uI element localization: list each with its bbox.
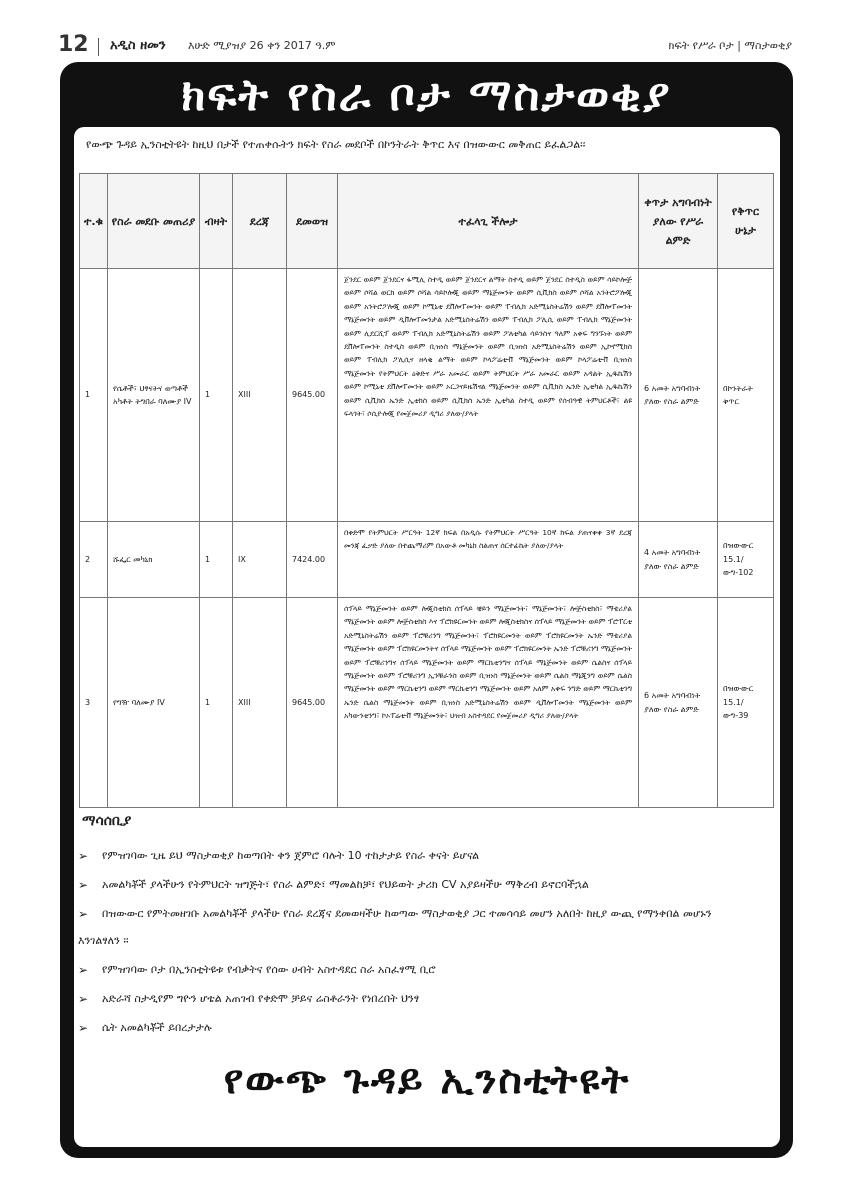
arrow-bullet-icon: ➢	[78, 878, 89, 892]
cell-grade: XIII	[233, 269, 287, 522]
cell-count: 1	[200, 269, 233, 522]
paper-name: አዲስ ዘመን	[110, 38, 166, 53]
cell-grade: IX	[233, 522, 287, 598]
col-header-experience: ቀጥታ አግባብነት ያለው የሥራ ልምድ	[639, 174, 718, 269]
col-header-count: ብዛት	[200, 174, 233, 269]
notes-title: ማሳሰቢያ	[82, 813, 132, 829]
arrow-bullet-icon: ➢	[78, 963, 89, 977]
cell-employment: በዝውውር 15.1/ውግ-102	[718, 522, 774, 598]
note-text: አድራሻ ስታዲየም ግዮን ሆቴል አጠገብ የቀድሞ ቻይና ሬስቶራንት የነበረበት ህንፃ	[102, 992, 420, 1005]
list-item	[78, 906, 768, 949]
arrow-bullet-icon: ➢	[78, 907, 89, 921]
cell-title: የሴቶች፣ ህፃናትና ወጣቶች አካቶት ትግበራ ባለሙያ IV	[108, 269, 200, 522]
section-label: ክፍት የሥራ ቦታ | ማስታወቂያ	[668, 39, 792, 52]
cell-no: 3	[80, 598, 108, 808]
cell-requirement: ሰፕላይ ማኔጅመንት ወይም ሎጂስቲክስ ሰፕላይ ቼይን ማኔጅመንት፣ ማኔጅመንት፣ ሎጅስቲክስ፣ ማቴሪያል ማኔጅመንት ወይም ሎጅስቲክስ እና ፕሮክዩርመንት ወይም ሎጂስቲክስና ሰፕላይ ማኔጅመንት ወይም ፕሮፐርቲ አድሚኒስትሬሽን ወይም ፕሮቹሪንግ ማኔጅመንት፣ ፕሮክዩርመንት ወይም ፕሮክዩርመንት ኤንድ ማቴሪያል ማኔጅመንት ወይም ፕሮክዩርመንትና ሰፕላይ ማኔጅመንት ወይም ፕሮክዩርመንት ኤንድ ፕሮቹሪንግ ማኔጅመንት ወይም ፕሮቹሪንግና ሰፕላይ ማኔጅመንት ወይም ማርኬቲንግና ሰፕላይ ማኔጅመንት ወይም ሴልስና ሰፕላይ ማኔጅመንት ወይም ፕሮቹሪንግ ኢንቹራንስ ወይም ቢዝነስ ማኔጅመንት ወይም ሴልስ ማኔጂንግ ወይም ሴልስ ማኔጅመንት ወይም ማርኬቲንግ ወይም ማርኬቲንግ ማኔጅመንት ወይም አለም አቀፍ ንግድ ወይም ማርኬቲንግ ኤንድ ሴልስ ማኔጅመንት ወይም ቢዝነስ አድሚኒስትሬሽን ወይም ዲቨሎፐመንት ማኔጅመንት ወይም አካውንቲንግ፣ ኮኦፐሬቲቭ ማኔጅመንት፣ ህዝብ አስተዳደር የመጀመሪያ ዲግሪ ያለው/ያላት	[338, 598, 639, 808]
issue-date: እሁድ ሚያዝያ 26 ቀን 2017 ዓ.ም	[188, 39, 336, 52]
cell-salary: 9645.00	[287, 269, 338, 522]
col-header-requirement: ተፈላጊ ችሎታ	[338, 174, 639, 269]
col-header-salary: ደመወዝ	[287, 174, 338, 269]
list-item	[78, 962, 768, 978]
list-item	[78, 877, 768, 893]
list-item	[78, 848, 768, 864]
table-row	[80, 598, 774, 808]
intro-text: የውጭ ጉዳይ ኢንስቲትዩት ከዚህ በታች የተጠቀሱትን ክፍት የስራ መደቦች በኮንትራት ቅጥር እና በዝውውር መቅጠር ይፈልጋል፡፡	[86, 138, 586, 151]
cell-employment: በኮንትራት ቅጥር	[718, 269, 774, 522]
cell-experience: 4 አመት አግባብነት ያለው የስራ ልምድ	[639, 522, 718, 598]
note-text: ሴት አመልካቾች ይበረታታሉ	[102, 1021, 212, 1034]
cell-title: የግዥ ባለሙያ IV	[108, 598, 200, 808]
page-number: 12	[58, 32, 89, 57]
cell-count: 1	[200, 598, 233, 808]
table-row	[80, 269, 774, 522]
cell-requirement: በቀድሞ የትምህርት ሥርዓት 12ኛ ክፍል በአዲሱ የትምህርት ሥርዓት 10ኛ ክፍል ያጠናቀቀ 3ኛ ደረጃ መንጃ ፈቃድ ያለው በተጨማሪም በአውቶ መካኒክ ስልጠና ሰርተፊኬት ያለው/ያላት	[338, 522, 639, 598]
ad-title: ክፍት የስራ ቦታ ማስታወቂያ	[181, 70, 672, 121]
note-text: አመልካቾች ያላችሁን የትምህርት ዝግጅት፣ የስራ ልምድ፣ ማመልከቻ፣ የህይወት ታሪክ CV አያይዛችሁ ማቅረብ ይኖርባችኋል	[102, 878, 589, 891]
cell-experience: 6 አመት አግባብነት ያለው የስራ ልምድ	[639, 269, 718, 522]
cell-employment: በዝውውር 15.1/ውግ-39	[718, 598, 774, 808]
cell-grade: XIII	[233, 598, 287, 808]
list-item	[78, 991, 768, 1007]
cell-no: 2	[80, 522, 108, 598]
cell-count: 1	[200, 522, 233, 598]
note-text: የምዝገባው ጊዜ ይህ ማስታወቂያ ከወጣበት ቀን ጀምሮ ባሉት 10 ተከታታይ የስራ ቀናት ይሆናል	[102, 849, 480, 862]
note-text: የምዝገባው ቦታ በኢንስቲትዩቱ የብቃትና የሰው ሀብት አስተዳደር ስራ አስፈፃሚ ቢሮ	[102, 963, 436, 976]
arrow-bullet-icon: ➢	[78, 992, 89, 1006]
cell-requirement: ጀንደር ወይም ጀንደርና ፋሚሊ ስተዲ ወይም ጀንደርና ልማት ስተዲ ወይም ጀንደር ስተዲስ ወይም ሳይኮሎጅ ወይም ሶሻል ወርክ ወይም ሶሻል ሳይኮሎጂ ወይም ማኔጅመንት ወይም ሲቪክስ ወይም ሶሻል አንትሮፖሎጂ ወይም አንትሮፖሎጂ ወይም ኮሚኒቲ ደቨሎፐመንት ወይም ፐብሊክ አድሚኒስትሬሽን ወይም ደቨሎፐመንት ማኔጅመንት ወይም ዲቨሎፐመንታል አድሚኒስትሬሽን ወይም ፐብሊክ ፖሊሲ ወይም ፐብሊክ ማኔጅመንት ወይም ሊደርሺፕ ወይም ፐብሊክ አድሚኒስትሬሽን ወይም ፖለቲካል ሳይንስና ዓለም አቀፍ ግንኙነት ወይም ደቨሎፐመንት ስተዲስ ወይም ቢዝነስ ማኔጅመንት ወይም ቢዝነስ አድሚኒስትሬሽን ወይም ኢኮኖሚክስ ወይም ፐብሊክ ፖሊሲና ዘላቂ ልማት ወይም ኮላፖሬቲቭ ማኔጅመንት ወይም ኮላፖሬቲቭ ቢዝነስ ማኔጅመንት የትምህርት ዕቅድና ሥራ አመራር ወይም ትምህርት ሥራ አመራር ወይም አዳልት ኢዱኬሽን ወይም ኮሚኒቲ ደቨሎፐመንት ወይም ኦርጋናይዜሽናል ማኔጅመንት ወይም ሲቪክስ ኤንድ ኢቲካል ኢዱኬሽን ወይም ሲቪክስ ኤንድ ኢቲክስ ወይም ሲቪክስ ኤንድ ኢቲካል ስተዲ ወይም የሰብዓዊ ትምህርቶች፣ ልዩ ፍላጎት፣ ሶሲዮሎጂ የመጀመሪያ ዲግሪ ያለው/ያላት	[338, 269, 639, 522]
col-header-employment: የቅጥር ሁኔታ	[718, 174, 774, 269]
jobs-table	[79, 173, 774, 808]
cell-salary: 9645.00	[287, 598, 338, 808]
note-text: በዝውውር የምትመዘገቡ አመልካቾች ያላችሁ የስራ ደረጃና ደመወዛችሁ ከወጣው ማስታወቂያ ጋር ተመሳሳይ መሆን አለበት ከዚያ ውጪ የማንቀበል መሆኑን	[102, 907, 712, 920]
arrow-bullet-icon: ➢	[78, 1021, 89, 1035]
table-row	[80, 522, 774, 598]
arrow-bullet-icon: ➢	[78, 849, 89, 863]
cell-title: ሹፌር መካኒክ	[108, 522, 200, 598]
col-header-grade: ደረጃ	[233, 174, 287, 269]
masthead	[58, 32, 798, 60]
col-header-no: ተ.ቁ	[80, 174, 108, 269]
notes-list	[78, 848, 768, 1049]
cell-experience: 6 አመት አግባብነት ያለው የስራ ልምድ	[639, 598, 718, 808]
cell-salary: 7424.00	[287, 522, 338, 598]
divider	[98, 38, 99, 56]
note-continuation: እንገልፃለን ፡፡	[78, 934, 129, 947]
organization-name: የውጭ ጉዳይ ኢንስቲትዩት	[223, 1056, 631, 1103]
col-header-title: የስራ መደቡ መጠሪያ	[108, 174, 200, 269]
cell-no: 1	[80, 269, 108, 522]
list-item	[78, 1020, 768, 1036]
table-header-row	[80, 174, 774, 269]
